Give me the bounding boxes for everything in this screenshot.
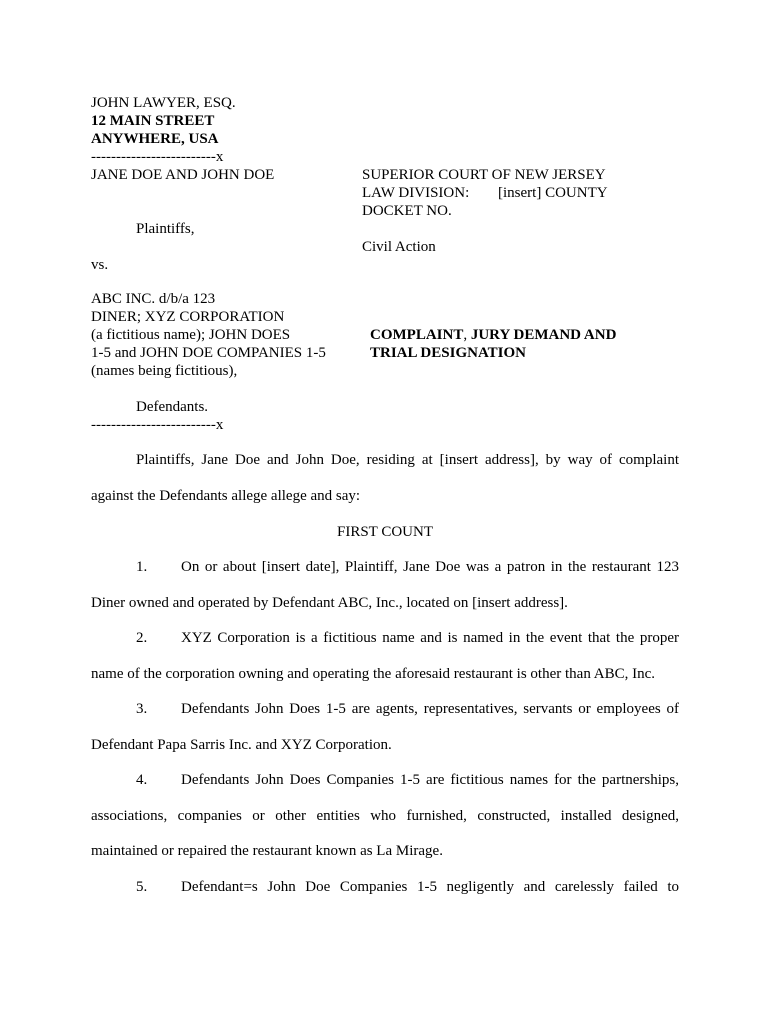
civil-action: Civil Action xyxy=(362,239,436,255)
defendant-line: (names being fictitious), xyxy=(91,363,238,379)
paragraph-line: Defendant=s John Doe Companies 1-5 negligently and carelessly failed to xyxy=(181,879,679,895)
paragraph-4 xyxy=(91,763,679,870)
paragraph-1 xyxy=(91,550,679,621)
versus: vs. xyxy=(91,257,109,273)
defendant-line: (a fictitious name); JOHN DOES xyxy=(91,327,291,343)
caption-separator-bottom: -------------------------x xyxy=(91,417,224,433)
paragraph-number: 4. xyxy=(136,772,148,788)
paragraph-line: Defendant Papa Sarris Inc. and XYZ Corporation. xyxy=(91,736,392,753)
document-title-line2: TRIAL DESIGNATION xyxy=(370,345,527,361)
attorney-name: JOHN LAWYER, ESQ. xyxy=(91,95,236,111)
paragraph-number: 5. xyxy=(136,879,148,895)
attorney-city: ANYWHERE, USA xyxy=(91,131,219,147)
title-complaint: COMPLAINT xyxy=(370,327,464,343)
defendant-line: 1-5 and JOHN DOE COMPANIES 1-5 xyxy=(91,345,326,361)
count-heading: FIRST COUNT xyxy=(337,524,433,540)
paragraph-line: Defendants John Does Companies 1-5 are fictitious names for the partnerships, xyxy=(181,772,679,788)
paragraph-line: XYZ Corporation is a fictitious name and is named in the event that the proper xyxy=(181,630,679,646)
defendant-line: DINER; XYZ CORPORATION xyxy=(91,309,285,325)
title-jury-demand: JURY DEMAND AND xyxy=(470,327,617,343)
title-separator: , xyxy=(463,327,471,343)
attorney-street: 12 MAIN STREET xyxy=(91,113,215,129)
plaintiffs-names: JANE DOE AND JOHN DOE xyxy=(91,167,275,183)
intro-line-1: Plaintiffs, Jane Doe and John Doe, residing at [insert address], by way of complaint xyxy=(136,452,679,468)
docket-number: DOCKET NO. xyxy=(362,203,452,219)
court-county: [insert] COUNTY xyxy=(498,185,608,201)
paragraph-line: On or about [insert date], Plaintiff, Jane Doe was a patron in the restaurant 123 xyxy=(181,559,679,575)
court-division: LAW DIVISION: xyxy=(362,185,470,201)
intro-line-2: against the Defendants allege allege and say: xyxy=(91,487,361,504)
paragraph-line: Defendants John Does 1-5 are agents, representatives, servants or employees of xyxy=(181,701,679,717)
defendants-label: Defendants. xyxy=(136,399,209,415)
paragraph-number: 1. xyxy=(136,559,148,575)
caption-separator-top: -------------------------x xyxy=(91,149,224,165)
paragraph-number: 2. xyxy=(136,630,148,646)
paragraph-5 xyxy=(91,870,679,906)
paragraph-3 xyxy=(91,692,679,763)
document-title xyxy=(370,326,616,344)
paragraph-2 xyxy=(91,621,679,692)
plaintiffs-label: Plaintiffs, xyxy=(136,221,195,237)
paragraph-line: associations, companies or other entities who furnished, constructed, installed designed, xyxy=(91,807,679,824)
paragraph-line: maintained or repaired the restaurant known as La Mirage. xyxy=(91,843,443,859)
defendant-line: ABC INC. d/b/a 123 xyxy=(91,291,216,307)
paragraph-number: 3. xyxy=(136,701,148,717)
court-name: SUPERIOR COURT OF NEW JERSEY xyxy=(362,167,606,183)
paragraph-line: Diner owned and operated by Defendant ABC, Inc., located on [insert address]. xyxy=(91,594,568,611)
paragraph-line: name of the corporation owning and operating the aforesaid restaurant is other than ABC, Inc. xyxy=(91,665,655,682)
intro-paragraph xyxy=(91,443,679,514)
